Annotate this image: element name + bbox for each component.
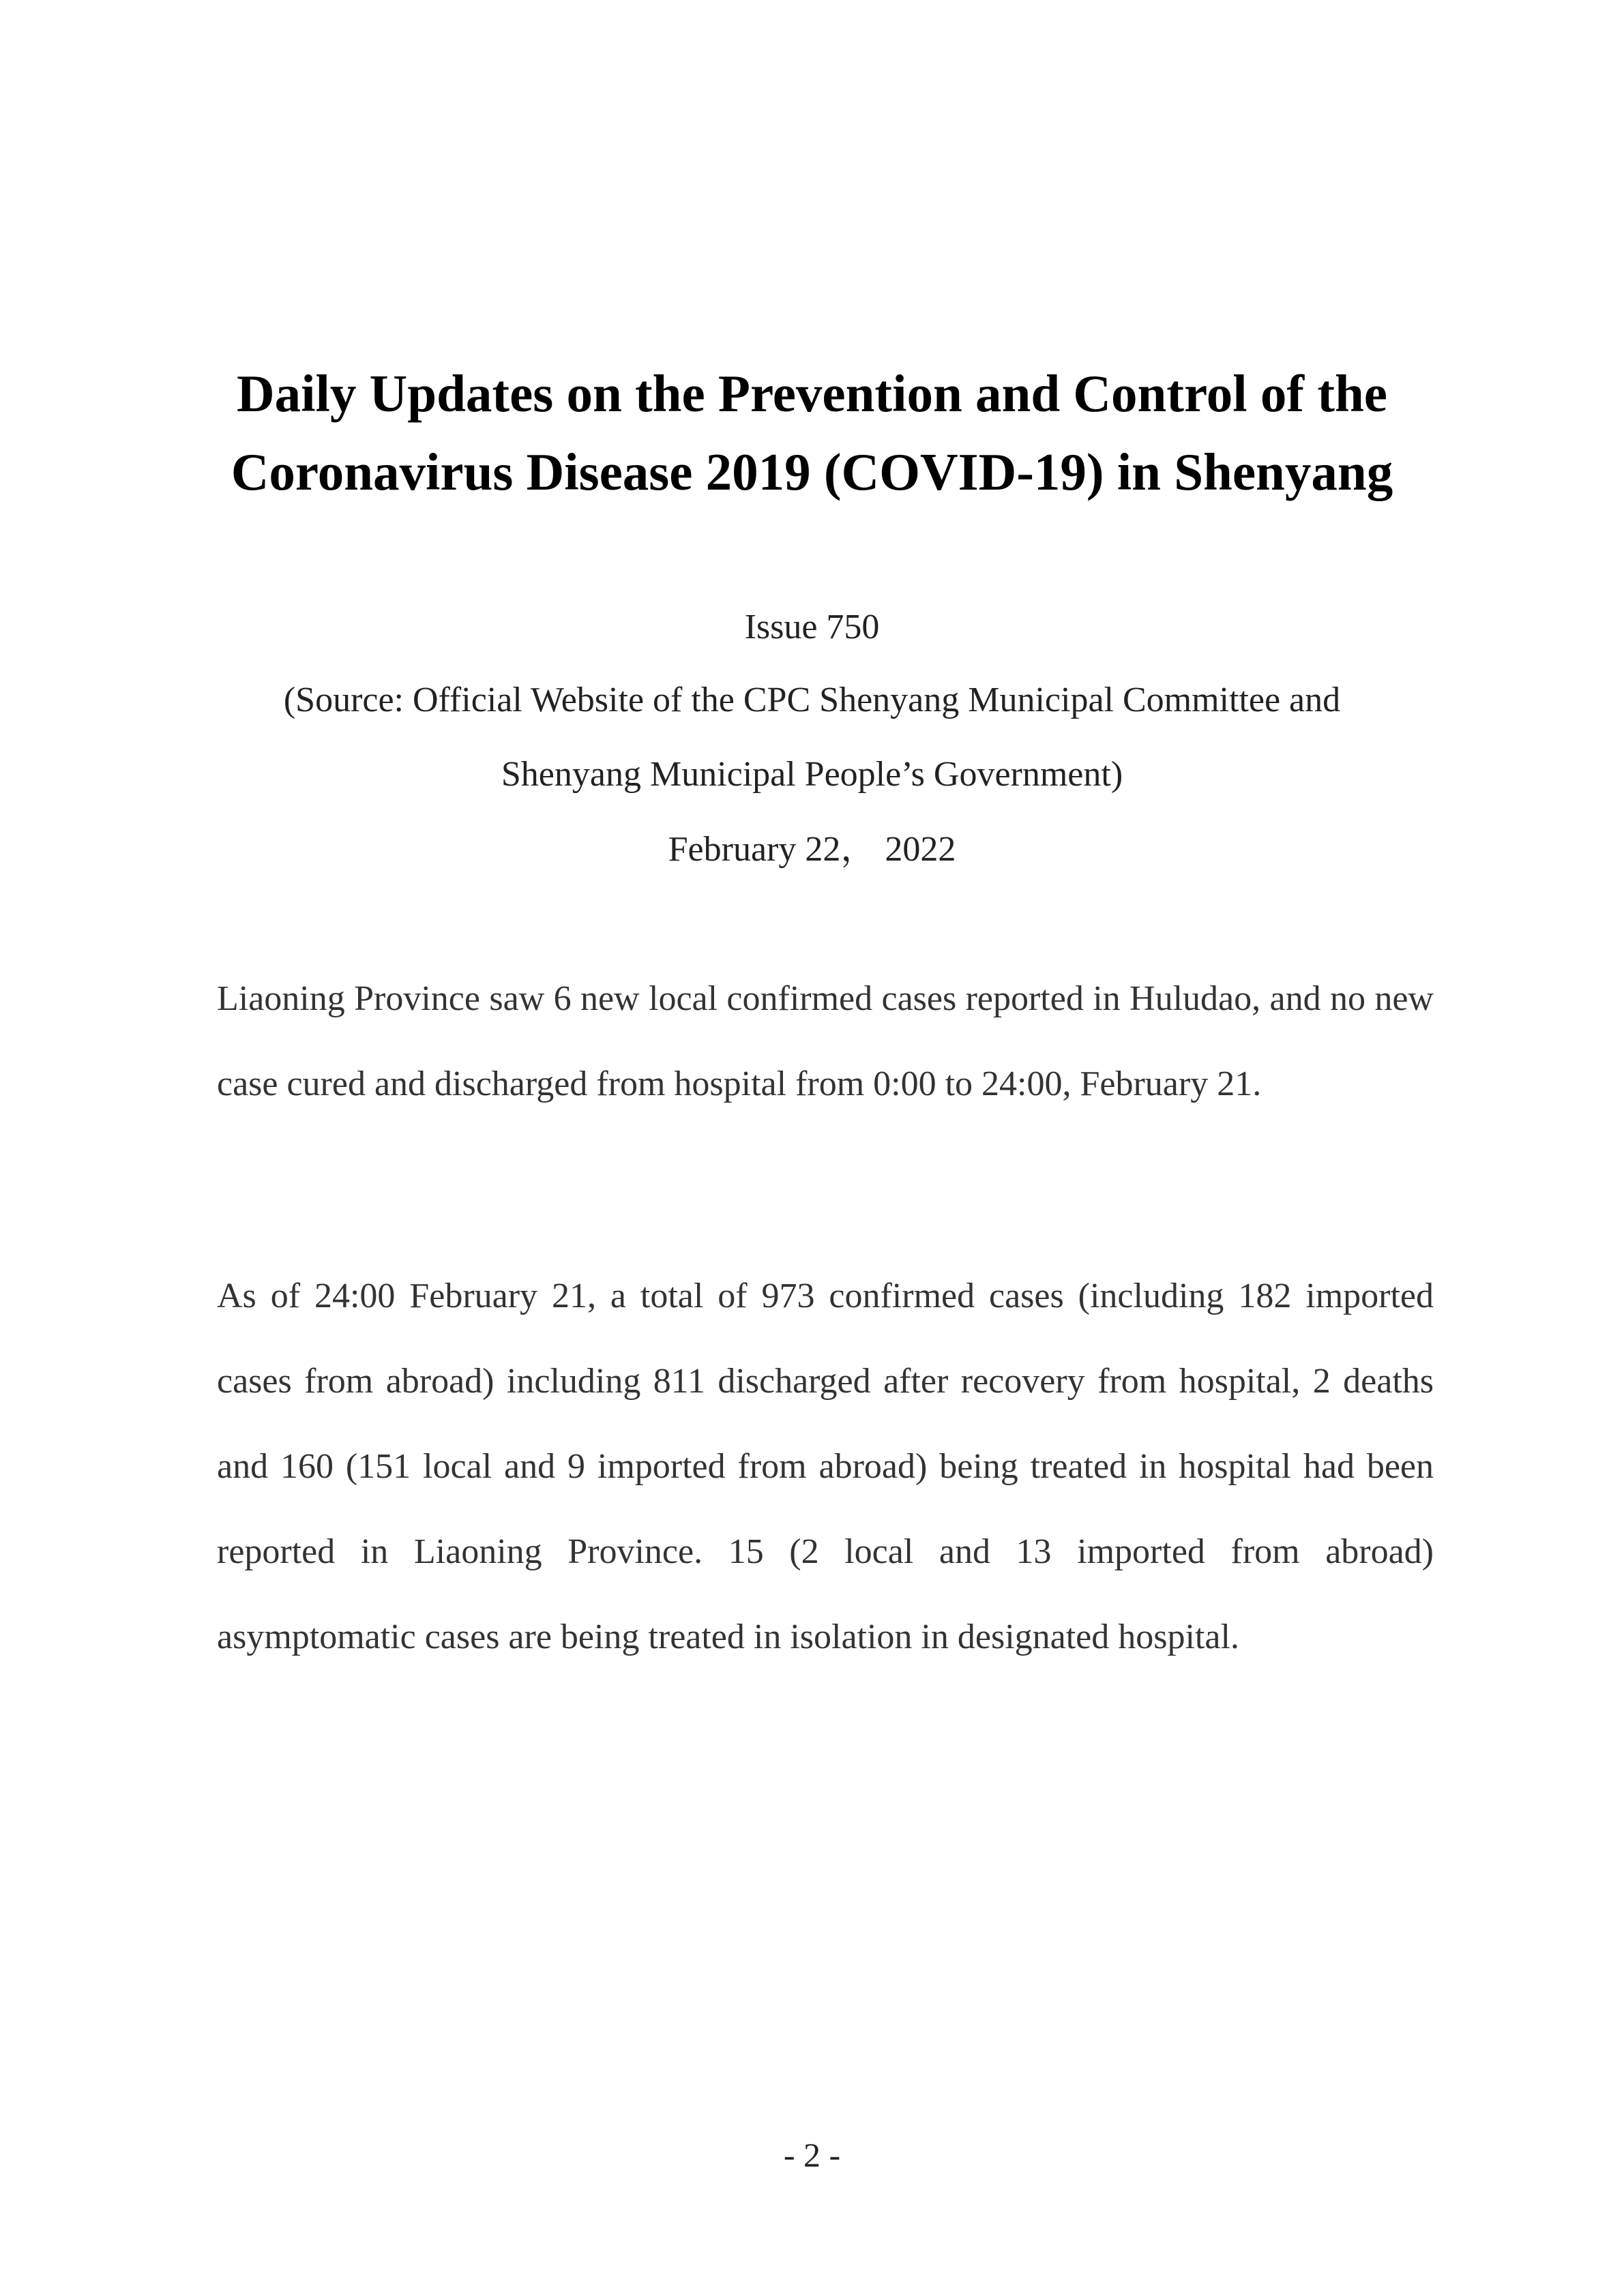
body-paragraph-1: Liaoning Province saw 6 new local confirmed cases reported in Huludao, and no new case cured and discharged from hospital from 0:00 to 24:00, February 21. bbox=[217, 979, 1434, 1103]
page-number: - 2 - bbox=[783, 2136, 841, 2174]
source-line-1: (Source: Official Website of the CPC Shenyang Municipal Committee and bbox=[283, 681, 1341, 719]
document-title: Daily Updates on the Prevention and Control of the Coronavirus Disease 2019 (COVID-19) in Shenyang bbox=[231, 364, 1393, 501]
body-paragraph-2: As of 24:00 February 21, a total of 973 confirmed cases (including 182 imported cases from abroad) including 811 discharged after recovery from hospital, 2 deaths and 160 (151 local and 9 imported from abroad) being treated in hospital had been reported in Liaoning Province. 15 (2 local and 13 imported from abroad) asymptomatic cases are being treated in isolation in designated hospital. bbox=[217, 1277, 1434, 1656]
source-line-2: Shenyang Municipal People’s Government) bbox=[501, 755, 1123, 794]
issue-number: Issue 750 bbox=[744, 608, 880, 646]
publication-date: February 22， 2022 bbox=[668, 830, 956, 869]
